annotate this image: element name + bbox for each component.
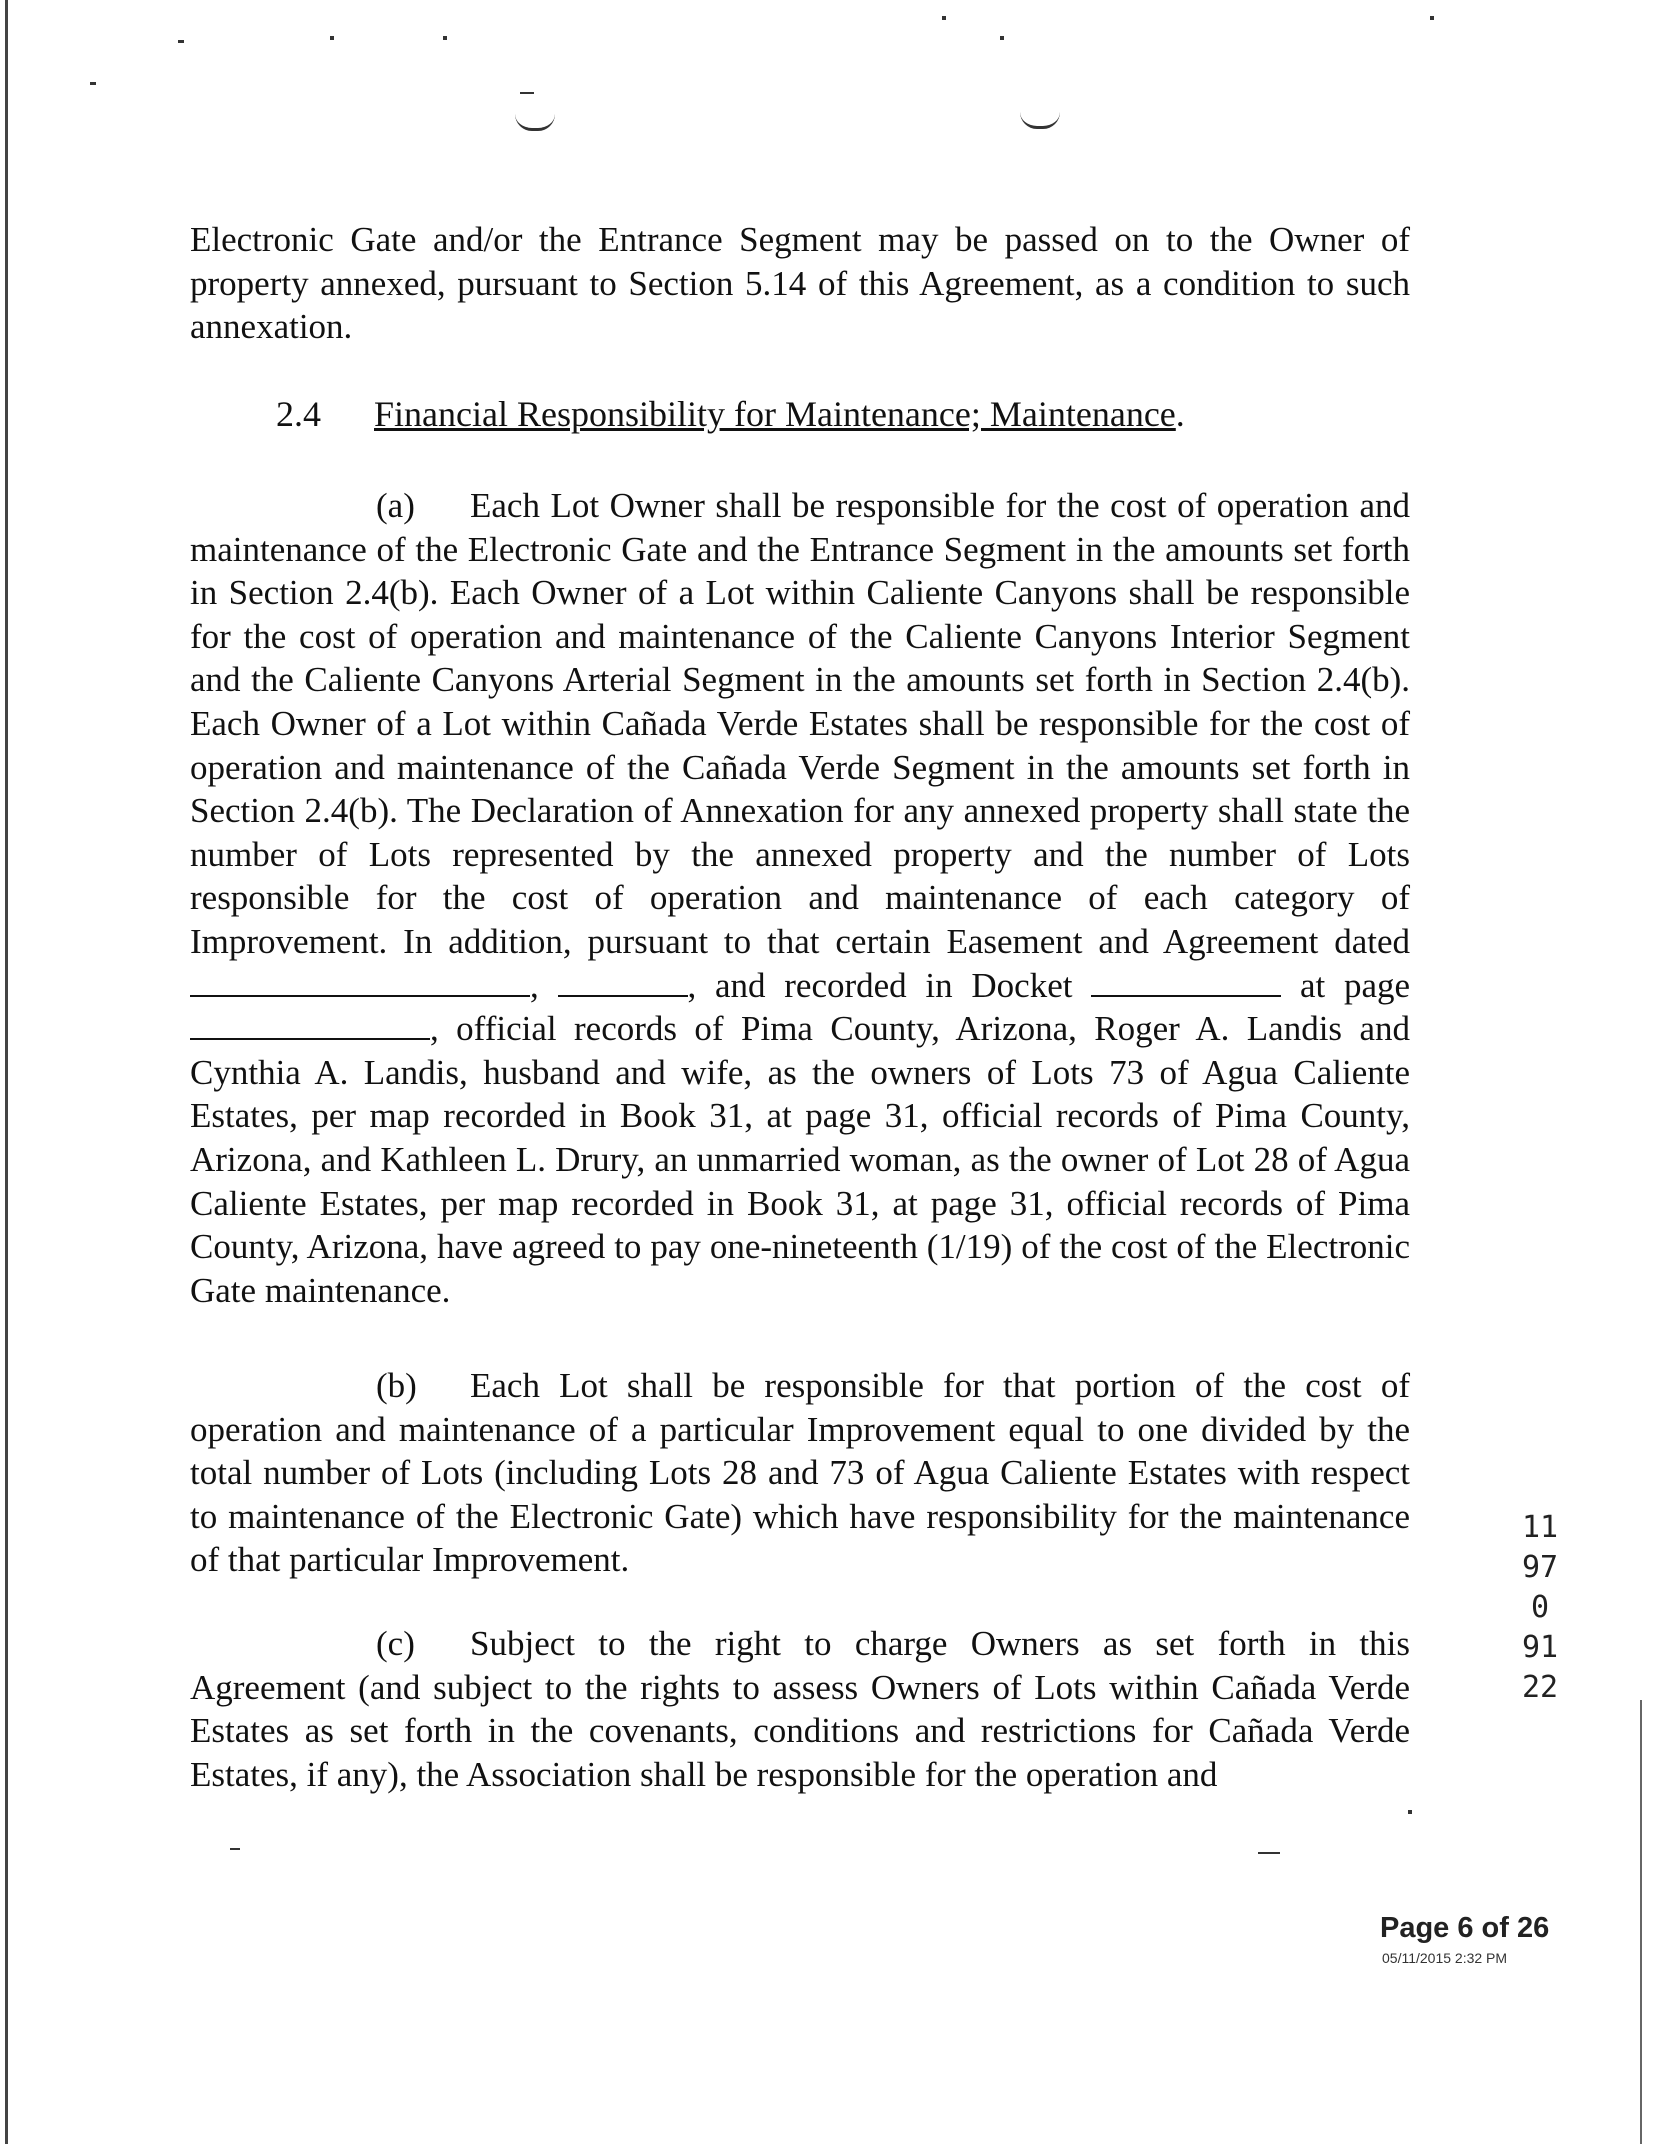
- scan-speck: [330, 36, 334, 40]
- scan-speck: [1258, 1852, 1280, 1854]
- scan-mark: [1020, 112, 1060, 129]
- scan-mark: [515, 114, 555, 131]
- paragraph-a-text1: Each Lot Owner shall be responsible for the cost of operation and maintenance of the Electronic Gate and the Entrance Segment in the amounts set forth in Section 2.4(b). Each Owner of a Lot within Caliente Canyons shall be responsible for the cost of operation and maintenance of the Caliente Canyons Interior Segment and the Caliente Canyons Arterial Segment in the amounts set forth in Section 2.4(b). Each Owner of a Lot within Cañada Verde Estates shall be responsible for the cost of operation and maintenance of the Cañada Verde Segment in the amounts set forth in Section 2.4(b). The Declaration of Annexation for any annexed property shall state the number of Lots represented by the annexed property and the number of Lots responsible for the cost of operation and maintenance of each category of Improvement. In addition, pursuant to that certain Easement and Agreement dated: [190, 486, 1410, 961]
- scan-speck: [443, 36, 447, 40]
- scan-speck: [1430, 16, 1434, 20]
- scan-speck: [1000, 36, 1004, 40]
- intro-text: Electronic Gate and/or the Entrance Segment may be passed on to the Owner of property annexed, pursuant to Section 5.14 of this Agreement, as a condition to such annexation.: [190, 220, 1410, 347]
- section-heading: [276, 392, 1185, 436]
- paragraph-c-label: (c): [376, 1624, 415, 1663]
- intro-paragraph: [190, 218, 1410, 349]
- section-number: 2.4: [276, 394, 321, 434]
- paragraph-a-comma1: ,: [530, 965, 539, 1005]
- paragraph-a-comma2: , and recorded in Docket: [687, 965, 1073, 1005]
- blank-year-field: [558, 965, 688, 997]
- section-title: Financial Responsibility for Maintenance; Maintenance: [374, 394, 1176, 434]
- scan-speck: [520, 92, 534, 94]
- paragraph-a: [190, 484, 1410, 1312]
- scan-speck: [178, 40, 184, 43]
- scan-edge-left: [5, 0, 8, 2144]
- paragraph-c: [190, 1622, 1410, 1796]
- paragraph-b-label: (b): [376, 1366, 417, 1405]
- paragraph-b-text: Each Lot shall be responsible for that portion of the cost of operation and maintenance of a particular Improvement equal to one divided by the total number of Lots (including Lots 28 and 73 of Agua Caliente Estates with respect to maintenance of the Electronic Gate) which have responsibility for the maintenance of that particular Improvement.: [190, 1366, 1410, 1580]
- print-timestamp: 05/11/2015 2:32 PM: [1382, 1950, 1508, 1966]
- paragraph-c-text: Subject to the right to charge Owners as set forth in this Agreement (and subject to the rights to assess Owners of Lots within Cañada Verde Estates as set forth in the covenants, conditions and restrictions for Cañada Verde Estates, if any), the Association shall be responsible for the operation and: [190, 1624, 1410, 1794]
- recording-number-vertical: 11970 9122: [1521, 1510, 1559, 1705]
- blank-date-field: [190, 965, 530, 997]
- scan-speck: [1408, 1810, 1412, 1814]
- paragraph-b: [190, 1364, 1410, 1582]
- paragraph-a-label: (a): [376, 486, 415, 525]
- paragraph-a-at-page: at page: [1299, 965, 1411, 1005]
- paragraph-a-text2: , official records of Pima County, Arizona, Roger A. Landis and Cynthia A. Landis, husband and wife, as the owners of Lots 73 of Agua Caliente Estates, per map recorded in Book 31, at page 31, official records of Pima County, Arizona, and Kathleen L. Drury, an unmarried woman, as the owner of Lot 28 of Agua Caliente Estates, per map recorded in Book 31, at page 31, official records of Pima County, Arizona, have agreed to pay one-nineteenth (1/19) of the cost of the Electronic Gate maintenance.: [190, 1009, 1410, 1310]
- scan-speck: [942, 16, 946, 20]
- scan-edge-right: [1640, 1700, 1642, 2144]
- section-title-period: .: [1175, 394, 1185, 434]
- blank-docket-field: [1091, 965, 1281, 997]
- blank-page-field: [190, 1008, 430, 1040]
- scan-speck: [90, 82, 96, 85]
- page-number: Page 6 of 26: [1380, 1912, 1550, 1944]
- scan-speck: [230, 1848, 240, 1850]
